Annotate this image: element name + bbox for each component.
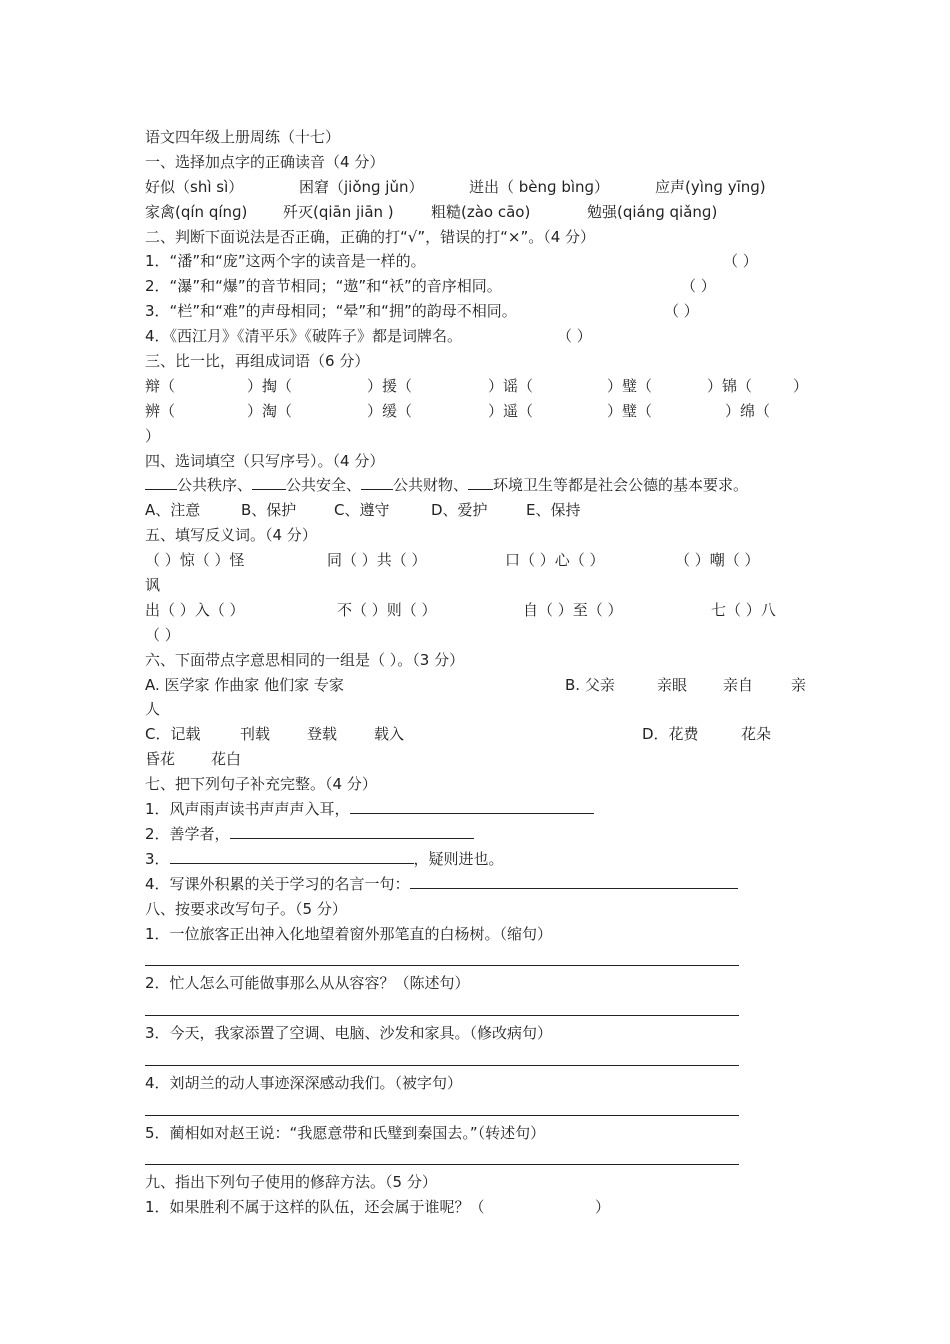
answer-blank[interactable] [170,847,414,864]
option: E、保持 [526,501,581,520]
choice-d-word: 昏花 [145,750,176,769]
fill-blank[interactable] [468,473,493,490]
word-cell: ）援（ [367,376,413,395]
antonym-row-2 [145,598,815,623]
choice-c-word: 载入 [374,725,405,744]
antonym-row-1-wrap: 讽 [145,576,161,595]
judge-text: 3．“栏”和“难”的声母相同；“晕”和“拥”的韵母不相同。 [145,302,517,321]
word-cell: ）谣（ [488,376,534,395]
fill-blank[interactable] [145,473,177,490]
answer-blank[interactable] [410,872,738,889]
choice-a: A. 医学家 作曲家 他们家 专家 [145,675,344,694]
answer-line[interactable] [145,1096,815,1121]
pinyin-item: 好似（shì sì） [145,177,244,196]
choice-c-word: 登载 [307,725,338,744]
choice-c-word: 刊载 [240,725,271,744]
section-5-heading: 五、填写反义词。（4 分） [145,526,317,545]
choice-b-word: B. 父亲 [565,675,615,694]
choice-d-wrap [145,747,815,772]
word-cell: ）淘（ [247,401,293,420]
antonym-item: 同（ ）共（ ） [327,551,427,570]
judge-item [145,274,815,299]
pinyin-item: 勉强(qiánɡ qiǎnɡ) [587,202,718,221]
antonym-row-2-wrap: （ ） [145,625,180,644]
antonym-item: （ ）惊（ ）怪 [145,551,245,570]
choice-c-word: C．记载 [145,725,201,744]
judge-item [145,249,815,274]
answer-line[interactable] [145,946,815,971]
antonym-item: （ ）嘲（ ） [675,551,760,570]
page-title: 语文四年级上册周练（十七） [145,128,341,146]
choice-d-word: D．花费 [642,725,699,744]
pinyin-item: 粗糙(zào cāo) [431,202,531,221]
fill-blank[interactable] [252,473,286,490]
complete-item-3 [145,847,815,872]
sentence-part: 公共秩序、 [177,476,253,495]
word-row-2 [145,399,815,424]
judge-text: 4．《西江月》《清平乐》《破阵子》都是词牌名。 [145,327,463,346]
answer-blank[interactable] [230,822,474,839]
sentence-part: 公共安全、 [286,476,362,495]
pinyin-row-1 [145,175,815,200]
word-row-1 [145,374,815,399]
section-2-heading: 二、判断下面说法是否正确，正确的打“√”，错误的打“×”。（4 分） [145,227,596,246]
prompt-text: 4．写课外积累的关于学习的名言一句： [145,874,410,893]
prompt-text: ，疑则进也。 [413,849,504,868]
section-1-heading: 一、选择加点字的正确读音（4 分） [145,152,385,171]
section-4-heading: 四、选词填空（只写序号）。（4 分） [145,451,385,470]
pinyin-item: 家禽(qín qínɡ) [145,202,248,221]
word-cell: ）璧（ [607,401,653,420]
options-row [145,498,815,523]
choice-b-word: 亲 [791,675,807,694]
prompt-text: 2．善学者， [145,824,230,843]
section-6-heading: 六、下面带点字意思相同的一组是（ ）。（3 分） [145,650,465,669]
word-cell: ）缓（ [367,401,413,420]
choice-b-word: 亲眼 [657,675,688,694]
choice-b-word: 亲自 [723,675,754,694]
complete-item-4 [145,872,815,897]
rewrite-item: 3．今天，我家添置了空调、电脑、沙发和家具。（修改病句） [145,1024,553,1043]
option: A、注意 [145,501,201,520]
pinyin-item: 迸出（ bènɡ bìnɡ） [469,177,610,196]
fill-blank[interactable] [361,473,393,490]
worksheet [145,125,815,1220]
word-cell: 辨（ [145,401,176,420]
answer-paren[interactable]: （ ） [664,302,699,321]
rewrite-item: 5．蔺相如对赵王说：“我愿意带和氏璧到秦国去。”（转述句） [145,1123,546,1142]
rhetoric-item-1 [145,1195,815,1220]
answer-paren[interactable]: （ ） [681,277,716,296]
answer-line[interactable] [145,996,815,1021]
judge-text: 2．“瀑”和“爆”的音节相同；“遨”和“袄”的音序相同。 [145,277,502,296]
word-cell: ） [793,376,809,395]
option: D、爱护 [431,501,488,520]
antonym-item: 七（ ）八 [711,600,776,619]
answer-paren[interactable]: （ ） [557,327,592,346]
prompt-text: 1．如果胜利不属于这样的队伍，还会属于谁呢？（ [145,1198,485,1217]
answer-paren[interactable]: （ ） [723,252,758,271]
rewrite-item: 2．忙人怎么可能做事那么从从容容？（陈述句） [145,974,470,993]
option: B、保护 [241,501,297,520]
word-cell: ）璧（ [607,376,653,395]
word-cell: ）绵（ [725,401,771,420]
pinyin-item: 困窘（jiǒnɡ jǔn） [299,177,424,196]
choice-row-cd [145,722,815,747]
complete-item-2 [145,822,815,847]
section-9-heading: 九、指出下列句子使用的修辞方法。（5 分） [145,1173,437,1192]
fill-sentence [145,473,815,498]
prompt-text: 3． [145,849,170,868]
antonym-row-1 [145,548,815,573]
choice-d-word: 花白 [211,750,242,769]
answer-blank[interactable] [350,797,594,814]
judge-item [145,299,815,324]
complete-item-1 [145,797,815,822]
prompt-text: 1．风声雨声读书声声声入耳， [145,800,350,819]
section-8-heading: 八、按要求改写句子。（5 分） [145,899,347,918]
rewrite-item: 1．一位旅客正出神入化地望着窗外那笔直的白杨树。（缩句） [145,924,553,943]
choice-d-word: 花朵 [741,725,772,744]
antonym-item: 自（ ）至（ ） [523,600,623,619]
pinyin-item: 应声(yìnɡ yīnɡ) [655,177,766,196]
antonym-item: 出（ ）入（ ） [145,600,245,619]
rewrite-item: 4．刘胡兰的动人事迹深深感动我们。（被字句） [145,1073,463,1092]
pinyin-item: 歼灭(qiān jiān ) [283,202,394,221]
sentence-part: 公共财物、 [393,476,469,495]
sentence-part: 环境卫生等都是社会公德的基本要求。 [493,476,749,495]
antonym-item: 不（ ）则（ ） [337,600,437,619]
answer-paren-close[interactable]: ） [595,1198,611,1217]
choice-row-ab [145,673,815,698]
choice-b-wrap: 人 [145,700,161,719]
pinyin-row-2 [145,200,815,225]
word-row-2-wrap: ） [145,426,161,445]
judge-text: 1．“潘”和“庞”这两个字的读音是一样的。 [145,252,426,271]
option: C、遵守 [334,501,390,520]
word-cell: 辩（ [145,376,176,395]
answer-line[interactable] [145,1146,815,1171]
word-cell: ）遥（ [488,401,534,420]
antonym-item: 口（ ）心（ ） [505,551,605,570]
section-3-heading: 三、比一比，再组成词语（6 分） [145,352,370,371]
judge-item [145,324,815,349]
word-cell: ）锦（ [707,376,753,395]
word-cell: ）掏（ [247,376,293,395]
section-7-heading: 七、把下列句子补充完整。（4 分） [145,775,377,794]
answer-line[interactable] [145,1046,815,1071]
